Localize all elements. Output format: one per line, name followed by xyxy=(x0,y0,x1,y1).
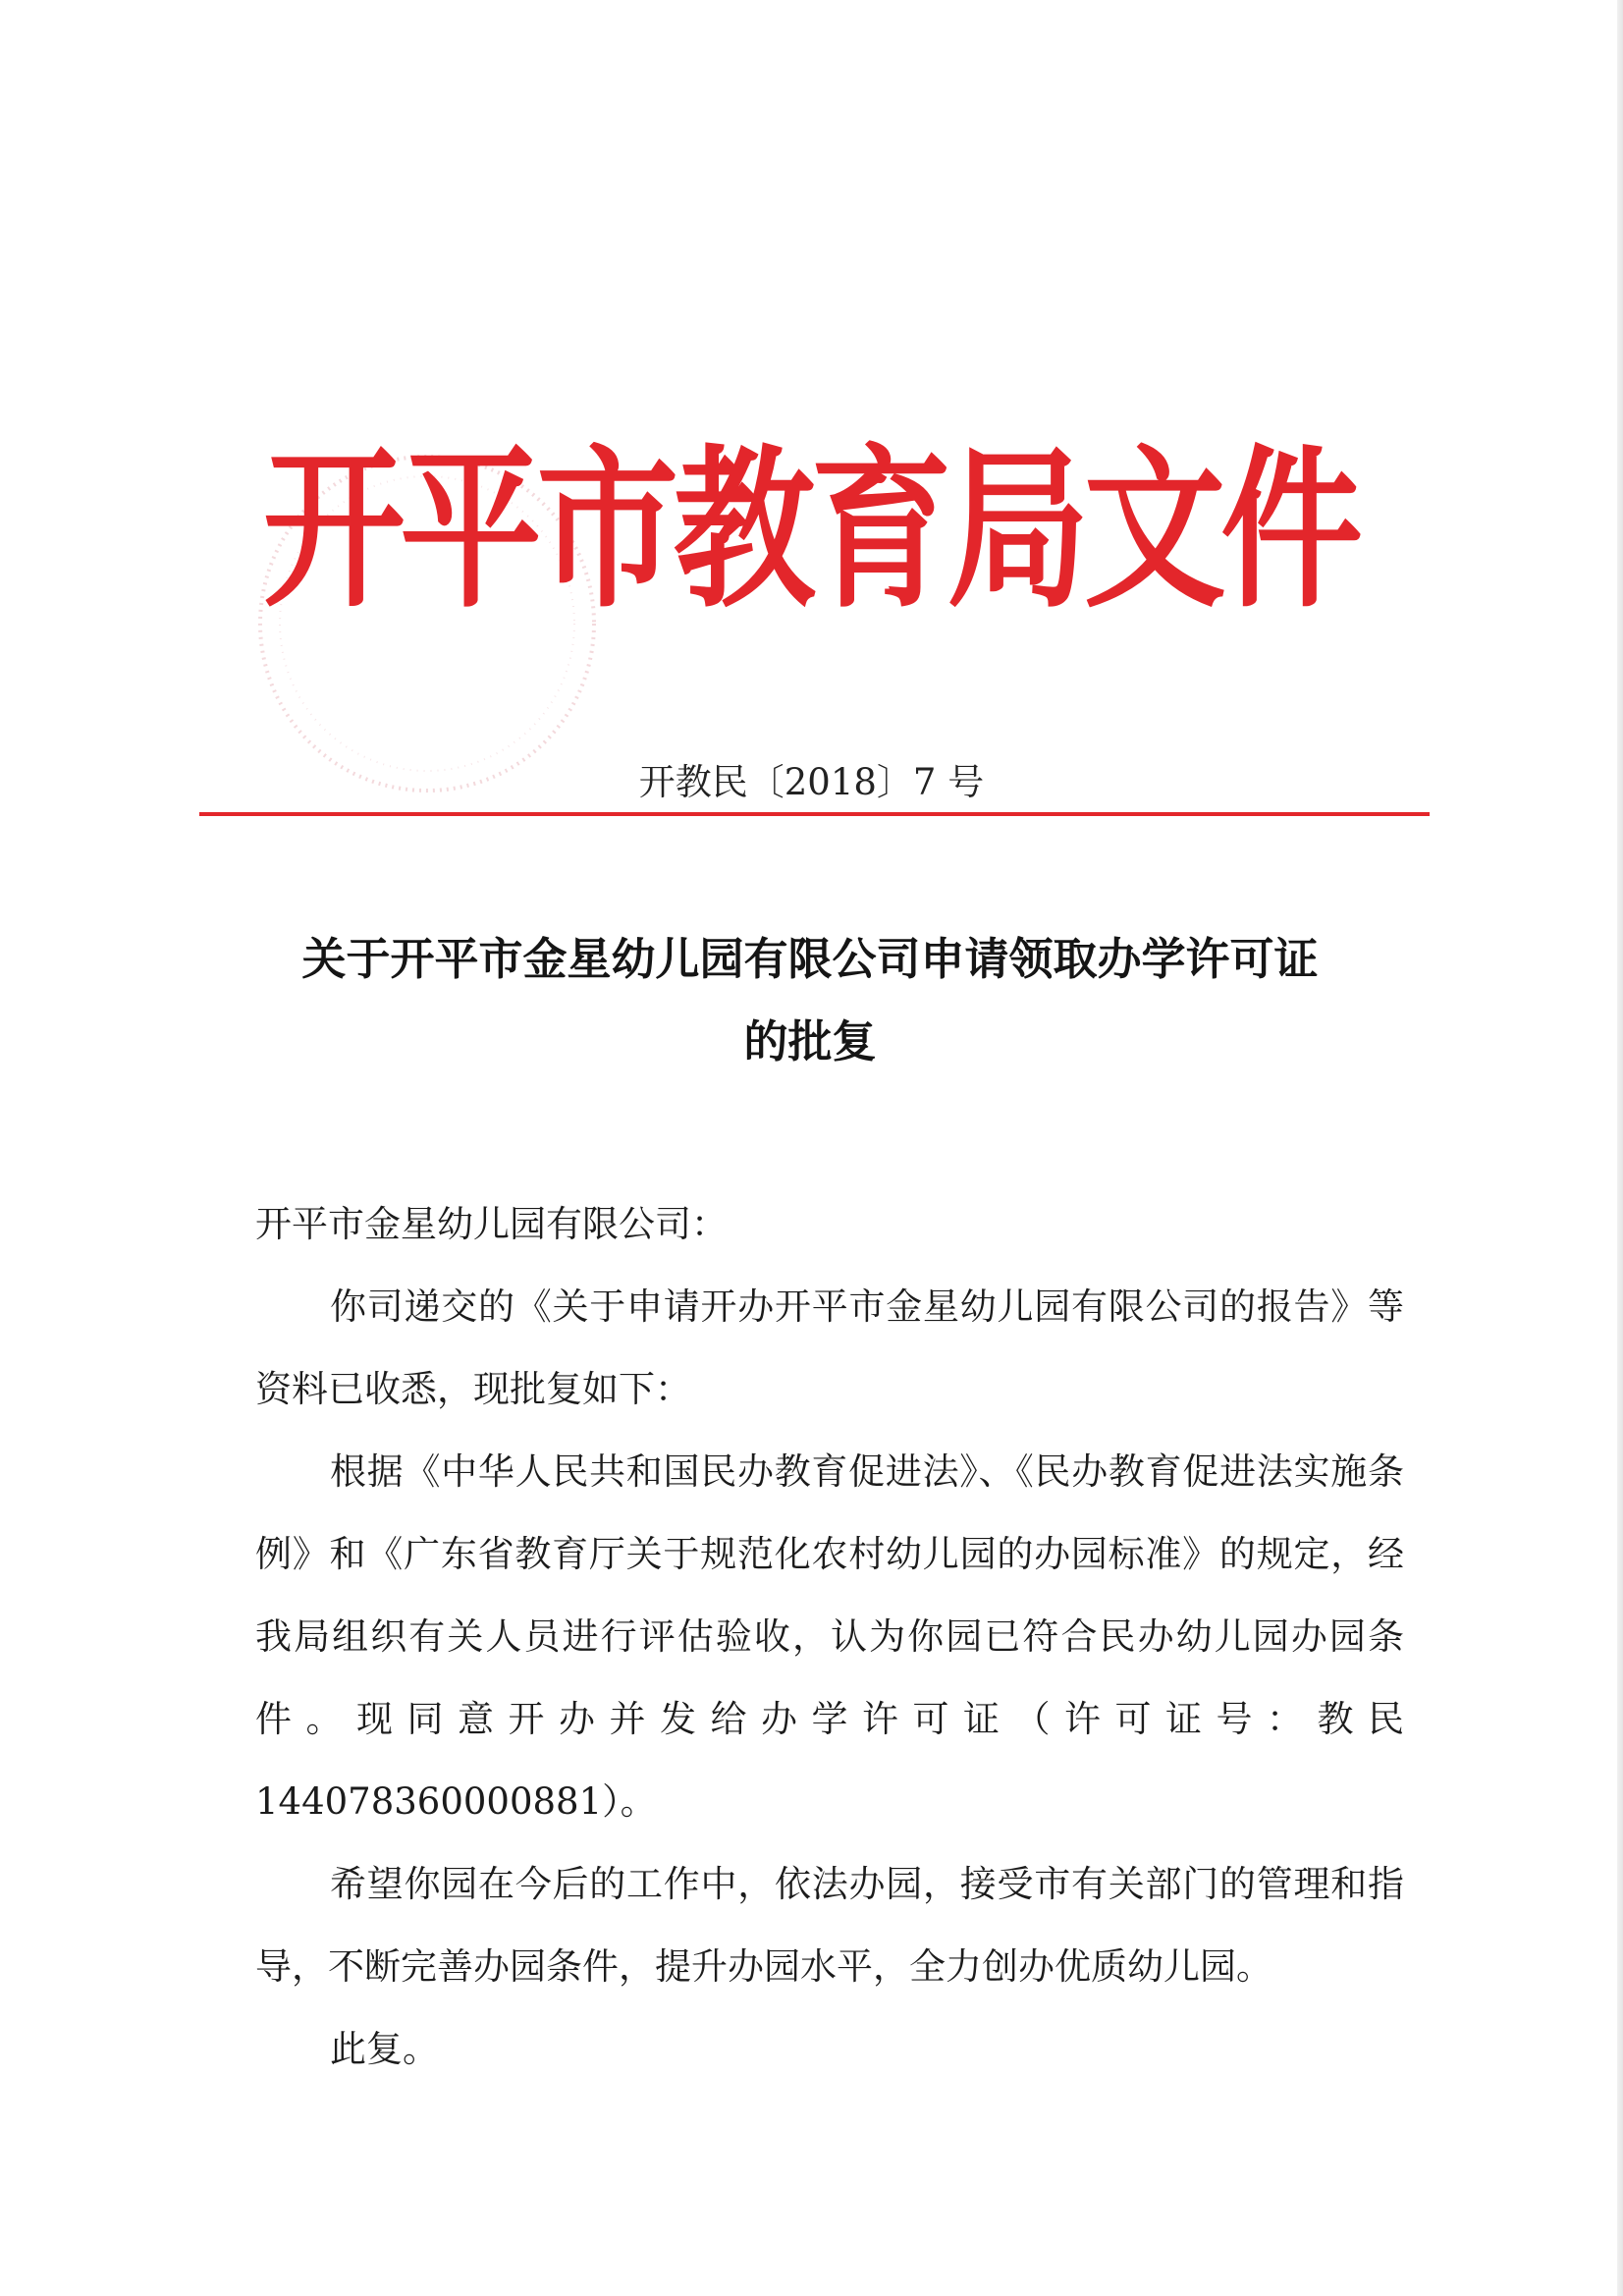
body-paragraph: 根据《中华人民共和国民办教育促进法》、《民办教育促进法实施条例》和《广东省教育厅关于规范化农村幼儿园的办园标准》的规定，经我局组织有关人员进行评估验收，认为你园已符合民办幼儿园办园条件。现同意开办并发给办学许可证（许可证号：教民144078360000881）。 xyxy=(255,1450,1404,1823)
document-number: 开教民〔2018〕7 号 xyxy=(638,761,985,803)
body-paragraph: 希望你园在今后的工作中，依法办园，接受市有关部门的管理和指导，不断完善办园条件，提升办园水平，全力创办优质幼儿园。 xyxy=(255,1863,1404,1988)
issuing-authority-header: 开平市教育局文件 xyxy=(263,429,1358,631)
document-title-line: 的批复 xyxy=(743,1015,877,1067)
closing-line: 此复。 xyxy=(330,2028,439,2070)
document-title-line: 关于开平市金星幼儿园有限公司申请领取办学许可证 xyxy=(301,933,1319,985)
scan-border xyxy=(1617,0,1623,2296)
addressee: 开平市金星幼儿园有限公司： xyxy=(255,1203,728,1245)
document-title xyxy=(226,918,1394,1083)
document-body xyxy=(255,1183,1404,2091)
red-divider xyxy=(199,812,1430,816)
body-paragraph: 你司递交的《关于申请开办开平市金星幼儿园有限公司的报告》等资料已收悉，现批复如下： xyxy=(255,1285,1404,1410)
